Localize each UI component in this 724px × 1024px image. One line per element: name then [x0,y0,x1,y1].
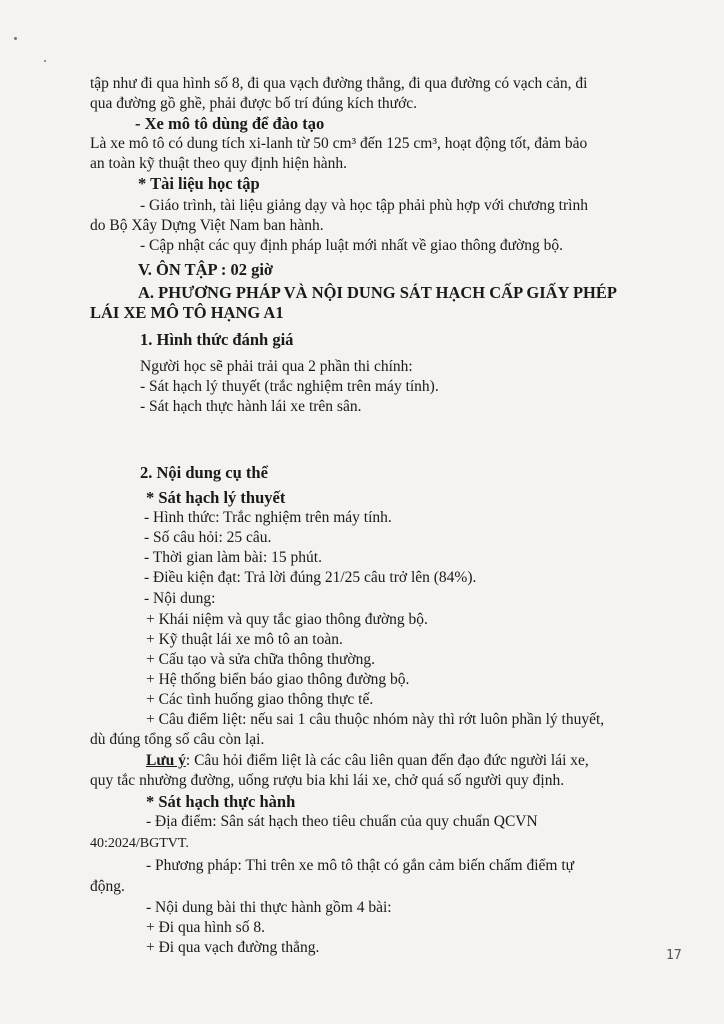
paragraph-line: - Điều kiện đạt: Trả lời đúng 21/25 câu trở lên (84%). [144,569,477,586]
paragraph-line: dù đúng tổng số câu còn lại. [90,731,265,748]
paragraph-line: - Phương pháp: Thi trên xe mô tô thật có gắn cảm biến chấm điểm tự [146,857,575,874]
list-item: + Hệ thống biển báo giao thông đường bộ. [146,671,410,688]
paragraph-line: - Thời gian làm bài: 15 phút. [144,549,322,566]
paragraph-line: động. [90,878,125,895]
list-item: + Khái niệm và quy tắc giao thông đường bộ. [146,611,428,628]
paragraph-line: 40:2024/BGTVT. [90,836,189,851]
paragraph-line: Là xe mô tô có dung tích xi-lanh từ 50 cm³ đến 125 cm³, hoạt động tốt, đảm bảo [90,135,588,152]
paragraph-line: - Sát hạch lý thuyết (trắc nghiệm trên máy tính). [140,378,439,395]
list-item: + Kỹ thuật lái xe mô tô an toàn. [146,631,343,648]
paragraph-line: - Cập nhật các quy định pháp luật mới nhất về giao thông đường bộ. [140,237,563,254]
note-line [146,751,589,771]
subheading-study-materials: * Tài liệu học tập [138,174,260,193]
paragraph-line: do Bộ Xây Dựng Việt Nam ban hành. [90,217,324,234]
paragraph-line: - Địa điểm: Sân sát hạch theo tiêu chuẩn của quy chuẩn QCVN [146,813,538,830]
note-label: Lưu ý [146,752,186,769]
paragraph-line: - Sát hạch thực hành lái xe trên sân. [140,398,362,415]
list-item: + Đi qua hình số 8. [146,919,265,936]
list-item: + Câu điểm liệt: nếu sai 1 câu thuộc nhóm này thì rớt luôn phần lý thuyết, [146,711,605,728]
list-item: + Các tình huống giao thông thực tế. [146,691,374,708]
paragraph-line: - Nội dung bài thi thực hành gồm 4 bài: [146,899,392,916]
list-item: + Đi qua vạch đường thẳng. [146,939,320,956]
paragraph-line: Người học sẽ phải trải qua 2 phần thi chính: [140,358,413,375]
subheading-theory-test: * Sát hạch lý thuyết [146,488,286,507]
section-heading-review: V. ÔN TẬP : 02 giờ [138,260,274,279]
section-heading-a: A. PHƯƠNG PHÁP VÀ NỘI DUNG SÁT HẠCH CẤP GIẤY PHÉP [138,283,617,302]
heading-assessment-form: 1. Hình thức đánh giá [140,330,294,349]
section-heading-a-cont: LÁI XE MÔ TÔ HẠNG A1 [90,303,284,322]
list-item: + Cấu tạo và sửa chữa thông thường. [146,651,375,668]
subheading-practical-test: * Sát hạch thực hành [146,792,296,811]
subheading-training-motorbike: - Xe mô tô dùng để đào tạo [135,114,325,133]
note-text: : Câu hỏi điểm liệt là các câu liên quan đến đạo đức người lái xe, [185,752,589,769]
paragraph-line: quy tắc nhường đường, uống rượu bia khi lái xe, chở quá số người quy định. [90,772,565,789]
scan-speck [44,60,46,62]
paragraph-line: - Nội dung: [144,590,216,607]
page-number: 17 [666,948,682,963]
paragraph-line: an toàn kỹ thuật theo quy định hiện hành. [90,155,347,172]
paragraph-line: - Số câu hỏi: 25 câu. [144,529,272,546]
paragraph-line: - Hình thức: Trắc nghiệm trên máy tính. [144,509,392,526]
paragraph-line: tập như đi qua hình số 8, đi qua vạch đường thẳng, đi qua đường có vạch cản, đi [90,75,588,92]
scan-speck [14,37,17,40]
heading-specific-content: 2. Nội dung cụ thể [140,463,268,482]
paragraph-line: qua đường gồ ghề, phải được bố trí đúng kích thước. [90,95,418,112]
paragraph-line: - Giáo trình, tài liệu giảng dạy và học tập phải phù hợp với chương trình [140,197,588,214]
